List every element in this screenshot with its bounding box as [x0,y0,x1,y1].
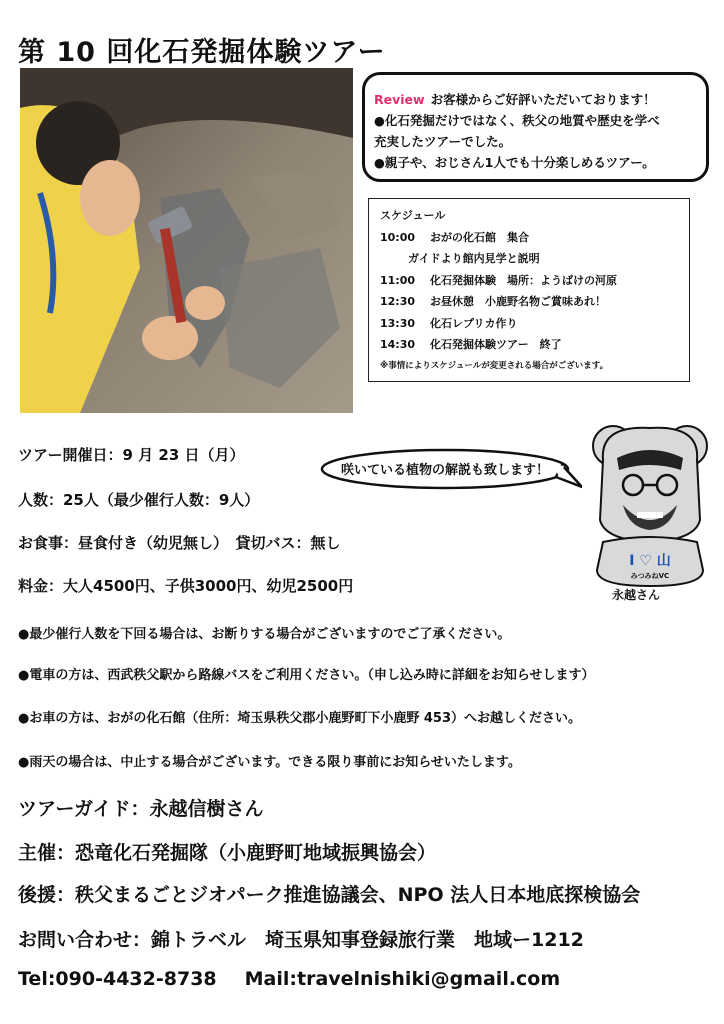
note-item: ●電車の方は、西武秩父駅から路線バスをご利用ください。（申し込み時に詳細をお知らせします） [18,668,595,683]
tour-guide: ツアーガイド：永越信樹さん [18,798,264,820]
mascot-shirt-text: I ♡ 山 [629,553,671,569]
schedule-item: 13:30 化石レプリカ作り [380,316,518,330]
schedule-item: ガイドより館内見学と説明 [408,252,540,265]
review-box [362,72,709,182]
contact-line [18,968,560,990]
review-label: Review [374,92,425,107]
tour-date: ツアー開催日：9 月 23 日（月） [18,446,245,464]
review-line: 充実したツアーでした。 [374,134,512,149]
schedule-item: 11:00 化石発掘体験 場所：ようばけの河原 [380,273,617,287]
schedule-item: 12:30 お昼休憩 小鹿野名物ご賞味あれ！ [380,295,606,308]
review-line: ●化石発掘だけではなく、秩父の地質や歴史を学べ [374,113,660,128]
schedule-item: 14:30 化石発掘体験ツアー 終了 [380,338,562,351]
organizer: 主催：恐竜化石発掘隊（小鹿野町地域振興協会） [18,842,437,864]
schedule-box [368,198,690,382]
note-item: ●最少催行人数を下回る場合は、お断りする場合がございますのでご了承ください。 [18,627,511,642]
review-line: ●親子や、おじさん1人でも十分楽しめるツアー。 [374,155,655,170]
mascot-caption: 永越さん [612,588,661,602]
schedule-item: 10:00 おがの化石館 集合 [380,230,529,244]
mascot-shirt-subtext: みつみねVC [630,572,670,580]
note-item: ●お車の方は、おがの化石館（住所：埼玉県秩父郡小鹿野町下小鹿野 453）へお越しください。 [18,711,582,726]
review-headline: Review お客様からご好評いただいております！ [374,92,656,107]
mail-address: Mail:travelnishiki@gmail.com [244,968,561,990]
price-info: 料金：大人4500円、子供3000円、幼児2500円 [18,577,354,595]
bubble-text: 咲いている植物の解説も致します！ [340,463,549,478]
mascot-bear-icon [585,420,715,588]
meal-info: お食事：昼食付き（幼児無し） 貸切バス：無し [18,534,341,552]
tel-number: Tel:090-4432-8738 [18,968,217,990]
speech-bubble [320,447,582,491]
inquiry: お問い合わせ：錦トラベル 埼玉県知事登録旅行業 地域ー1212 [18,929,584,951]
page-title: 第 10 回化石発掘体験ツアー [18,37,386,68]
fossil-digging-photo [20,68,353,413]
people-count: 人数：25人（最少催行人数：9人） [18,491,260,509]
supporter: 後援：秩父まるごとジオパーク推進協議会、NPO 法人日本地底探検協会 [18,884,641,906]
schedule-note: ※事情によりスケジュールが変更される場合がございます。 [380,360,609,371]
note-item: ●雨天の場合は、中止する場合がございます。できる限り事前にお知らせいたします。 [18,755,521,770]
schedule-title: スケジュール [380,209,446,222]
tour-photo [20,68,353,413]
